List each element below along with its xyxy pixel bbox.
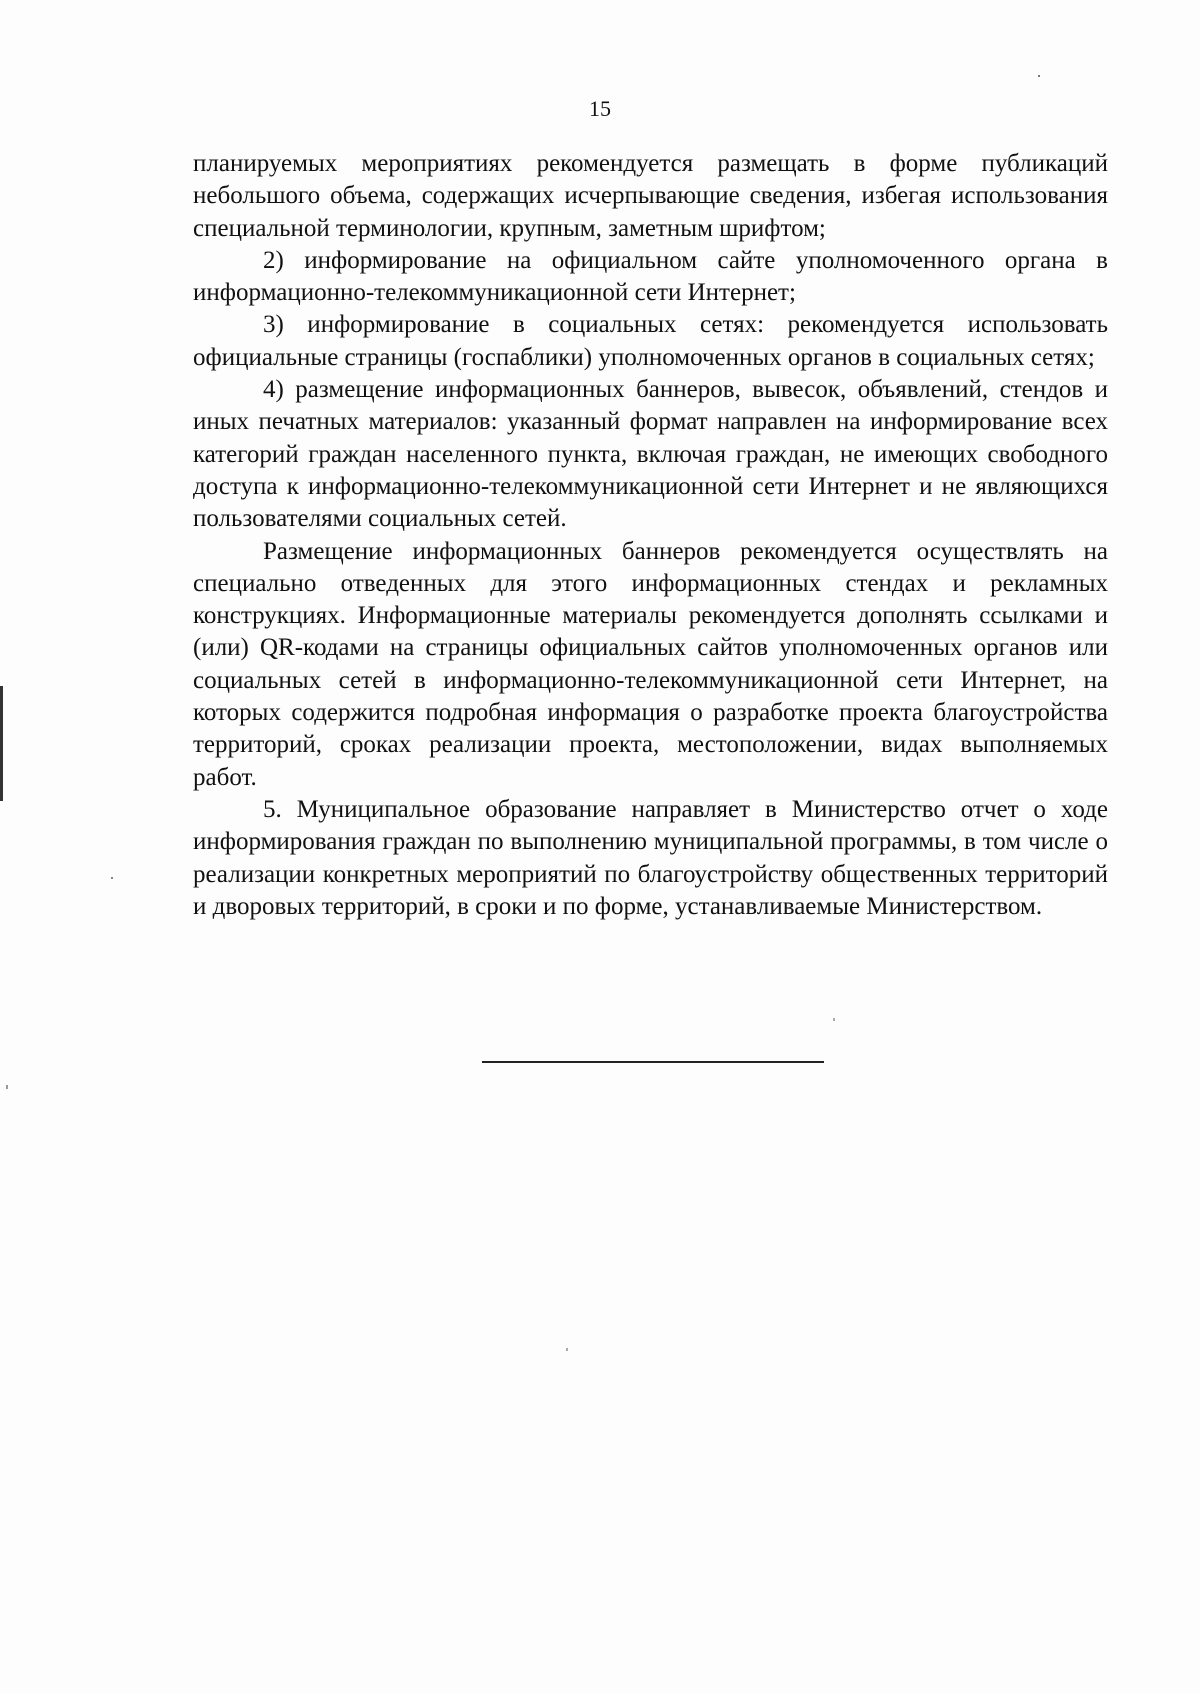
scan-speck — [1038, 75, 1040, 77]
page-number: 15 — [589, 96, 611, 121]
scan-edge-mark — [0, 686, 3, 801]
paragraph-item-4: 4) размещение информационных баннеров, вывесок, объявлений, стендов и иных печатных материалов: указанный формат направлен на информирование всех категорий граждан населенного пункта, включая граждан, не имеющих свободного доступа к информационно-телекоммуникационной сети Интернет и не являющихся пользователями социальных сетей. — [193, 376, 1108, 533]
document-body — [193, 148, 1108, 923]
scan-speck — [6, 1085, 8, 1089]
end-of-text-rule — [482, 1061, 824, 1063]
scan-speck — [566, 1348, 568, 1351]
paragraph-banners: Размещение информационных баннеров рекомендуется осуществлять на специально отведенных для этого информационных стендах и рекламных конструкциях. Информационные материалы рекомендуется дополнять ссылками и (или) QR-кодами на страницы официальных сайтов уполномоченных органов или социальных сетей в информационно-телекоммуникационной сети Интернет, на которых содержится подробная информация о разработке проекта благоустройства территорий, сроках реализации проекта, местоположении, видах выполняемых работ. — [193, 537, 1108, 791]
paragraph-item-2: 2) информирование на официальном сайте уполномоченного органа в информационно-телекоммуникационной сети Интернет; — [193, 246, 1108, 307]
paragraph-continuation: планируемых мероприятиях рекомендуется размещать в форме публикаций небольшого объема, содержащих исчерпывающие сведения, избегая использования специальной терминологии, крупным, заметным шрифтом; — [193, 150, 1108, 242]
paragraph-item-3: 3) информирование в социальных сетях: рекомендуется использовать официальные страницы (госпаблики) уполномоченных органов в социальных сетях; — [193, 311, 1108, 371]
scan-speck — [833, 1018, 835, 1021]
paragraph-item-5: 5. Муниципальное образование направляет в Министерство отчет о ходе информирования граждан по выполнению муниципальной программы, в том числе о реализации конкретных мероприятий по благоустройству общественных территорий и дворовых территорий, в сроки и по форме, устанавливаемые Министерством. — [193, 795, 1108, 920]
scan-speck — [111, 877, 113, 879]
